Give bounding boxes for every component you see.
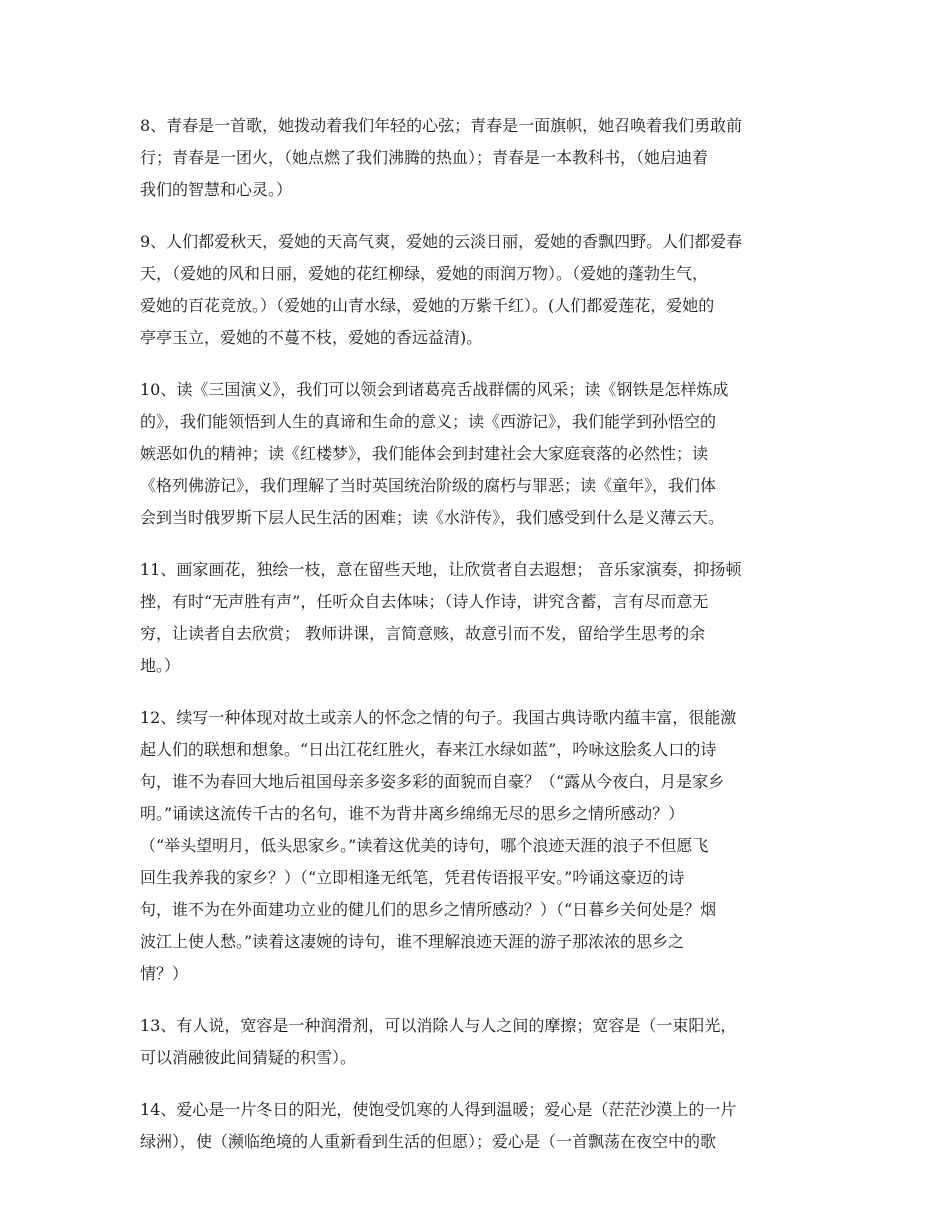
paragraph (140, 1094, 812, 1158)
paragraph-line: 10、读《三国演义》，我们可以领会到诸葛亮舌战群儒的风采；读《钢铁是怎样炼成 (140, 380, 729, 399)
paragraph-line: 绿洲），使（濒临绝境的人重新看到生活的但愿）；爱心是（一首飘荡在夜空中的歌 (140, 1132, 717, 1151)
paragraph-line: 爱她的百花竞放。）（爱她的山青水绿，爱她的万紫千红）。(人们都爱莲花，爱她的 (140, 296, 715, 315)
paragraph-line: 明。”诵读这流传千古的名句，谁不为背井离乡绵绵无尽的思乡之情所感动？） (140, 804, 685, 823)
paragraph (140, 702, 812, 990)
paragraph-line: 嫉恶如仇的精神；读《红楼梦》，我们能体会到封建社会大家庭衰落的必然性；读 (140, 444, 709, 463)
paragraph-line: 句，谁不为在外面建功立业的健儿们的思乡之情所感动？）（“日暮乡关何处是？烟 (140, 900, 717, 919)
paragraph (140, 1010, 812, 1074)
document-body (140, 110, 812, 1178)
paragraph-line: 8、青春是一首歌，她拨动着我们年轻的心弦；青春是一面旗帜，她召唤着我们勇敢前 (140, 116, 743, 135)
paragraph-line: 13、有人说，宽容是一种润滑剂，可以消除人与人之间的摩擦；宽容是（一束阳光， (140, 1016, 737, 1035)
paragraph (140, 110, 812, 206)
paragraph-line: 地。） (140, 656, 181, 675)
paragraph-line: 挫，有时“无声胜有声”，任听众自去体味；（诗人作诗，讲究含蓄，言有尽而意无 (140, 592, 709, 611)
paragraph-line: 的》，我们能领悟到人生的真谛和生命的意义；读《西游记》，我们能学到孙悟空的 (140, 412, 717, 431)
paragraph (140, 554, 812, 682)
paragraph-line: 会到当时俄罗斯下层人民生活的困难；读《水浒传》，我们感受到什么是义薄云天。 (140, 508, 725, 527)
paragraph-line: 14、爱心是一片冬日的阳光，使饱受饥寒的人得到温暖；爱心是（茫茫沙漠上的一片 (140, 1100, 737, 1119)
paragraph-line: 《格列佛游记》，我们理解了当时英国统治阶级的腐朽与罪恶；读《童年》，我们体 (140, 476, 717, 495)
paragraph-line: 穷，让读者自去欣赏； 教师讲课，言简意赅，故意引而不发，留给学生思考的余 (140, 624, 706, 643)
paragraph-line: 可以消融彼此间猜疑的积雪）。 (140, 1048, 357, 1067)
paragraph-line: 回生我养我的家乡？）（“立即相逢无纸笔，凭君传语报平安。”吟诵这豪迈的诗 (140, 868, 685, 887)
paragraph-line: 句，谁不为春回大地后祖国母亲多姿多彩的面貌而自豪？（“露从今夜白，月是家乡 (140, 772, 725, 791)
paragraph-line: 起人们的联想和想象。“日出江花红胜火，春来江水绿如蓝”，吟咏这脍炙人口的诗 (140, 740, 717, 759)
paragraph-line: 12、续写一种体现对故土或亲人的怀念之情的句子。我国古典诗歌内蕴丰富，很能激 (140, 708, 737, 727)
paragraph-line: 亭亭玉立，爱她的不蔓不枝，爱她的香远益清)。 (140, 328, 483, 347)
paragraph-line: 行；青春是一团火，（她点燃了我们沸腾的热血）；青春是一本教科书，（她启迪着 (140, 148, 709, 167)
paragraph-line: 波江上使人愁。”读着这凄婉的诗句，谁不理解浪迹天涯的游子那浓浓的思乡之 (140, 932, 685, 951)
paragraph-line: 11、画家画花，独绘一枝，意在留些天地，让欣赏者自去遐想； 音乐家演奏，抑扬顿 (140, 560, 742, 579)
paragraph (140, 226, 812, 354)
paragraph-line: （“举头望明月，低头思家乡。”读着这优美的诗句，哪个浪迹天涯的浪子不但愿飞 (140, 836, 709, 855)
paragraph-line: 我们的智慧和心灵。） (140, 180, 293, 199)
paragraph-line: 情？） (140, 964, 189, 983)
paragraph-line: 9、人们都爱秋天，爱她的天高气爽，爱她的云淡日丽，爱她的香飘四野。人们都爱春 (140, 232, 743, 251)
paragraph-line: 天，（爱她的风和日丽，爱她的花红柳绿，爱她的雨润万物）。（爱她的蓬勃生气， (140, 264, 709, 283)
paragraph (140, 374, 812, 534)
